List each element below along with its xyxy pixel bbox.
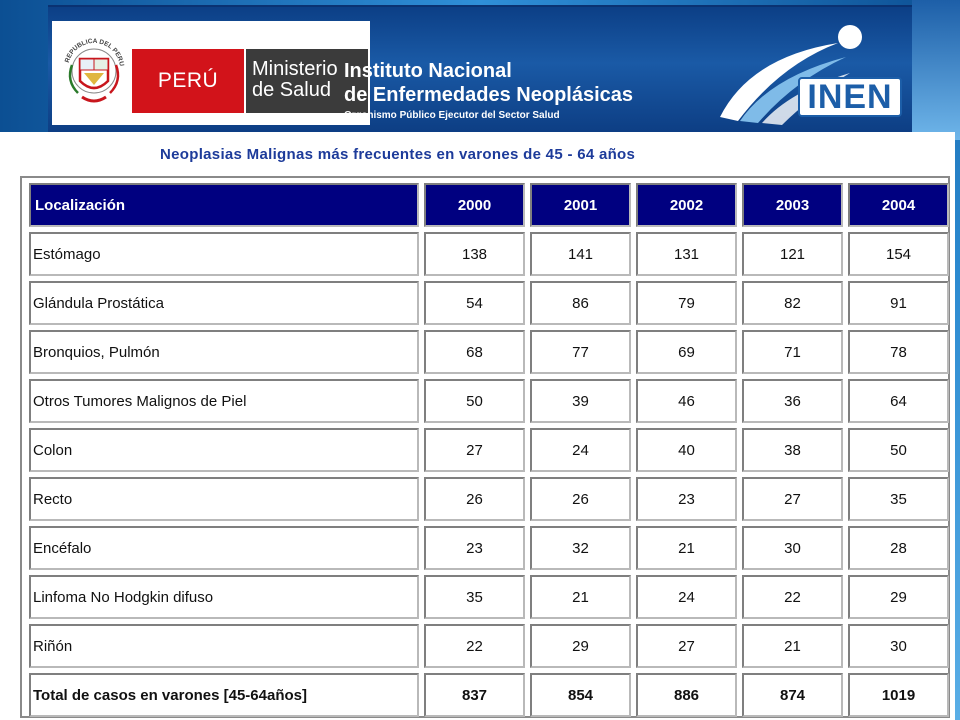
table-row xyxy=(29,379,949,423)
cell-value: 46 xyxy=(636,379,737,423)
cell-value: 22 xyxy=(424,624,525,668)
inen-logo-text: INEN xyxy=(798,77,902,117)
cell-value: 91 xyxy=(848,281,949,325)
cell-value: 64 xyxy=(848,379,949,423)
cell-value: 21 xyxy=(742,624,843,668)
column-header-2003: 2003 xyxy=(742,183,843,227)
cell-value: 40 xyxy=(636,428,737,472)
table-row xyxy=(29,428,949,472)
cell-value: 32 xyxy=(530,526,631,570)
table-row xyxy=(29,575,949,619)
total-value: 874 xyxy=(742,673,843,717)
table-header-row xyxy=(29,183,949,227)
cell-value: 26 xyxy=(424,477,525,521)
inen-logo xyxy=(710,17,908,127)
institute-title xyxy=(344,59,633,107)
cell-value: 30 xyxy=(742,526,843,570)
cell-value: 79 xyxy=(636,281,737,325)
peru-coat-of-arms-icon xyxy=(58,25,130,121)
cell-value: 24 xyxy=(530,428,631,472)
cell-value: 50 xyxy=(848,428,949,472)
cell-value: 36 xyxy=(742,379,843,423)
cell-value: 27 xyxy=(742,477,843,521)
total-value: 854 xyxy=(530,673,631,717)
cell-value: 68 xyxy=(424,330,525,374)
row-label: Riñón xyxy=(29,624,419,668)
peru-label: PERÚ xyxy=(132,49,244,113)
table-row xyxy=(29,477,949,521)
cell-value: 69 xyxy=(636,330,737,374)
right-decoration xyxy=(912,0,960,140)
cell-value: 23 xyxy=(424,526,525,570)
cell-value: 23 xyxy=(636,477,737,521)
cell-value: 21 xyxy=(636,526,737,570)
institute-line-2: de Enfermedades Neoplásicas xyxy=(344,84,634,106)
cancer-cases-table xyxy=(24,178,954,720)
table-row xyxy=(29,330,949,374)
row-label: Estómago xyxy=(29,232,419,276)
table-row xyxy=(29,281,949,325)
table-row xyxy=(29,526,949,570)
column-header-2004: 2004 xyxy=(848,183,949,227)
ministry-line-2: de Salud xyxy=(252,79,331,101)
cell-value: 28 xyxy=(848,526,949,570)
cell-value: 29 xyxy=(530,624,631,668)
ministry-line-1: Ministerio xyxy=(252,58,338,80)
cell-value: 30 xyxy=(848,624,949,668)
cell-value: 138 xyxy=(424,232,525,276)
column-header-2002: 2002 xyxy=(636,183,737,227)
cell-value: 54 xyxy=(424,281,525,325)
cell-value: 141 xyxy=(530,232,631,276)
cell-value: 27 xyxy=(636,624,737,668)
row-label: Glándula Prostática xyxy=(29,281,419,325)
table-title: Neoplasias Malignas más frecuentes en varones de 45 - 64 años xyxy=(160,146,636,163)
total-row xyxy=(29,673,949,717)
total-value: 1019 xyxy=(848,673,949,717)
cell-value: 77 xyxy=(530,330,631,374)
cell-value: 29 xyxy=(848,575,949,619)
institute-subtitle: Organismo Público Ejecutor del Sector Salud xyxy=(344,110,560,121)
cell-value: 71 xyxy=(742,330,843,374)
row-label: Colon xyxy=(29,428,419,472)
cell-value: 24 xyxy=(636,575,737,619)
row-label: Linfoma No Hodgkin difuso xyxy=(29,575,419,619)
column-header-2000: 2000 xyxy=(424,183,525,227)
column-header-2001: 2001 xyxy=(530,183,631,227)
table-row xyxy=(29,232,949,276)
institute-line-1: Instituto Nacional xyxy=(344,60,512,82)
cell-value: 35 xyxy=(848,477,949,521)
cell-value: 131 xyxy=(636,232,737,276)
cell-value: 22 xyxy=(742,575,843,619)
column-header-localizacion: Localización xyxy=(29,183,419,227)
total-label: Total de casos en varones [45-64años] xyxy=(29,673,419,717)
cell-value: 154 xyxy=(848,232,949,276)
total-value: 886 xyxy=(636,673,737,717)
cell-value: 35 xyxy=(424,575,525,619)
cell-value: 121 xyxy=(742,232,843,276)
row-label: Encéfalo xyxy=(29,526,419,570)
cell-value: 39 xyxy=(530,379,631,423)
cell-value: 38 xyxy=(742,428,843,472)
row-label: Otros Tumores Malignos de Piel xyxy=(29,379,419,423)
row-label: Recto xyxy=(29,477,419,521)
cell-value: 82 xyxy=(742,281,843,325)
row-label: Bronquios, Pulmón xyxy=(29,330,419,374)
cell-value: 50 xyxy=(424,379,525,423)
cell-value: 78 xyxy=(848,330,949,374)
table-row xyxy=(29,624,949,668)
cell-value: 27 xyxy=(424,428,525,472)
svg-text:REPUBLICA DEL PERU: REPUBLICA DEL PERU xyxy=(63,37,125,67)
cell-value: 86 xyxy=(530,281,631,325)
total-value: 837 xyxy=(424,673,525,717)
cell-value: 26 xyxy=(530,477,631,521)
header-banner xyxy=(48,5,912,132)
cell-value: 21 xyxy=(530,575,631,619)
ministry-logo-block xyxy=(52,21,370,125)
